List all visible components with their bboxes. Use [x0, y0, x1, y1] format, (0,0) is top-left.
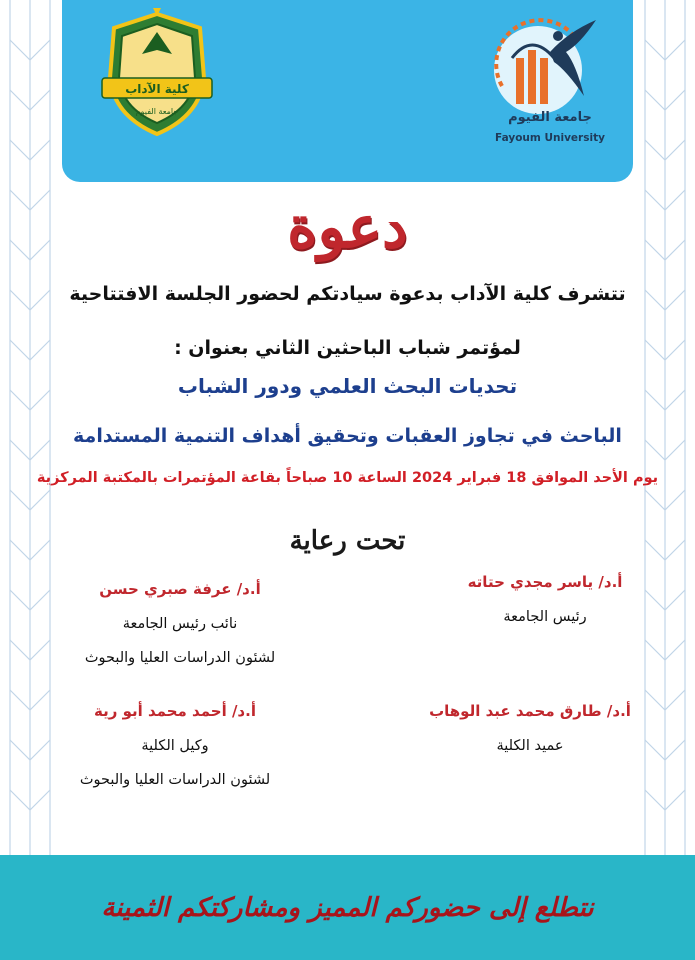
invitation-line-1: تتشرف كلية الآداب بدعوة سيادتكم لحضور الجلسة الافتتاحية: [69, 283, 626, 305]
sponsor-faculty-vice-dean: [25, 702, 325, 788]
fayoum-university-logo: [488, 12, 608, 120]
sponsor-role: عميد الكلية: [496, 738, 564, 754]
sponsor-vice-president: [30, 580, 330, 666]
sponsor-name: أ.د/ عرفة صبري حسن: [99, 580, 261, 598]
footer-message: نتطلع إلى حضوركم المميز ومشاركتكم الثمينة: [101, 893, 594, 923]
sponsor-role: وكيل الكلية: [141, 738, 209, 754]
sponsor-role: نائب رئيس الجامعة: [122, 616, 238, 632]
sponsor-name: أ.د/ أحمد محمد أبو رية: [94, 702, 256, 720]
conference-theme-line-2: الباحث في تجاوز العقبات وتحقيق أهداف التنمية المستدامة: [73, 425, 622, 447]
faculty-logo-banner-text: كلية الآداب: [125, 82, 189, 96]
faculty-logo-sub-text: جامعة الفيوم: [135, 107, 179, 116]
sponsor-role-detail: لشئون الدراسات العليا والبحوث: [79, 772, 271, 788]
sponsor-role: رئيس الجامعة: [503, 609, 587, 625]
sponsor-name: أ.د/ طارق محمد عبد الوهاب: [429, 702, 631, 720]
sponsor-university-president: [440, 573, 650, 625]
event-date-line: يوم الأحد الموافق 18 فبراير 2024 الساعة 10 صباحاً بقاعة المؤتمرات بالمكتبة المركزية: [36, 470, 659, 486]
invitation-line-2: لمؤتمر شباب الباحثين الثاني بعنوان :: [174, 337, 521, 359]
university-name-arabic: جامعة الفيوم: [508, 110, 592, 125]
sponsorship-heading: تحت رعاية: [289, 526, 406, 556]
sponsor-role-detail: لشئون الدراسات العليا والبحوث: [84, 650, 276, 666]
conference-theme-line-1: تحديات البحث العلمي ودور الشباب: [177, 374, 518, 398]
university-name-english: Fayoum University: [495, 132, 605, 144]
sponsor-faculty-dean: [400, 702, 660, 754]
faculty-of-arts-logo: [100, 8, 214, 138]
invitation-title: دعوة: [287, 193, 408, 261]
sponsor-name: أ.د/ ياسر مجدي حتاته: [467, 573, 623, 591]
